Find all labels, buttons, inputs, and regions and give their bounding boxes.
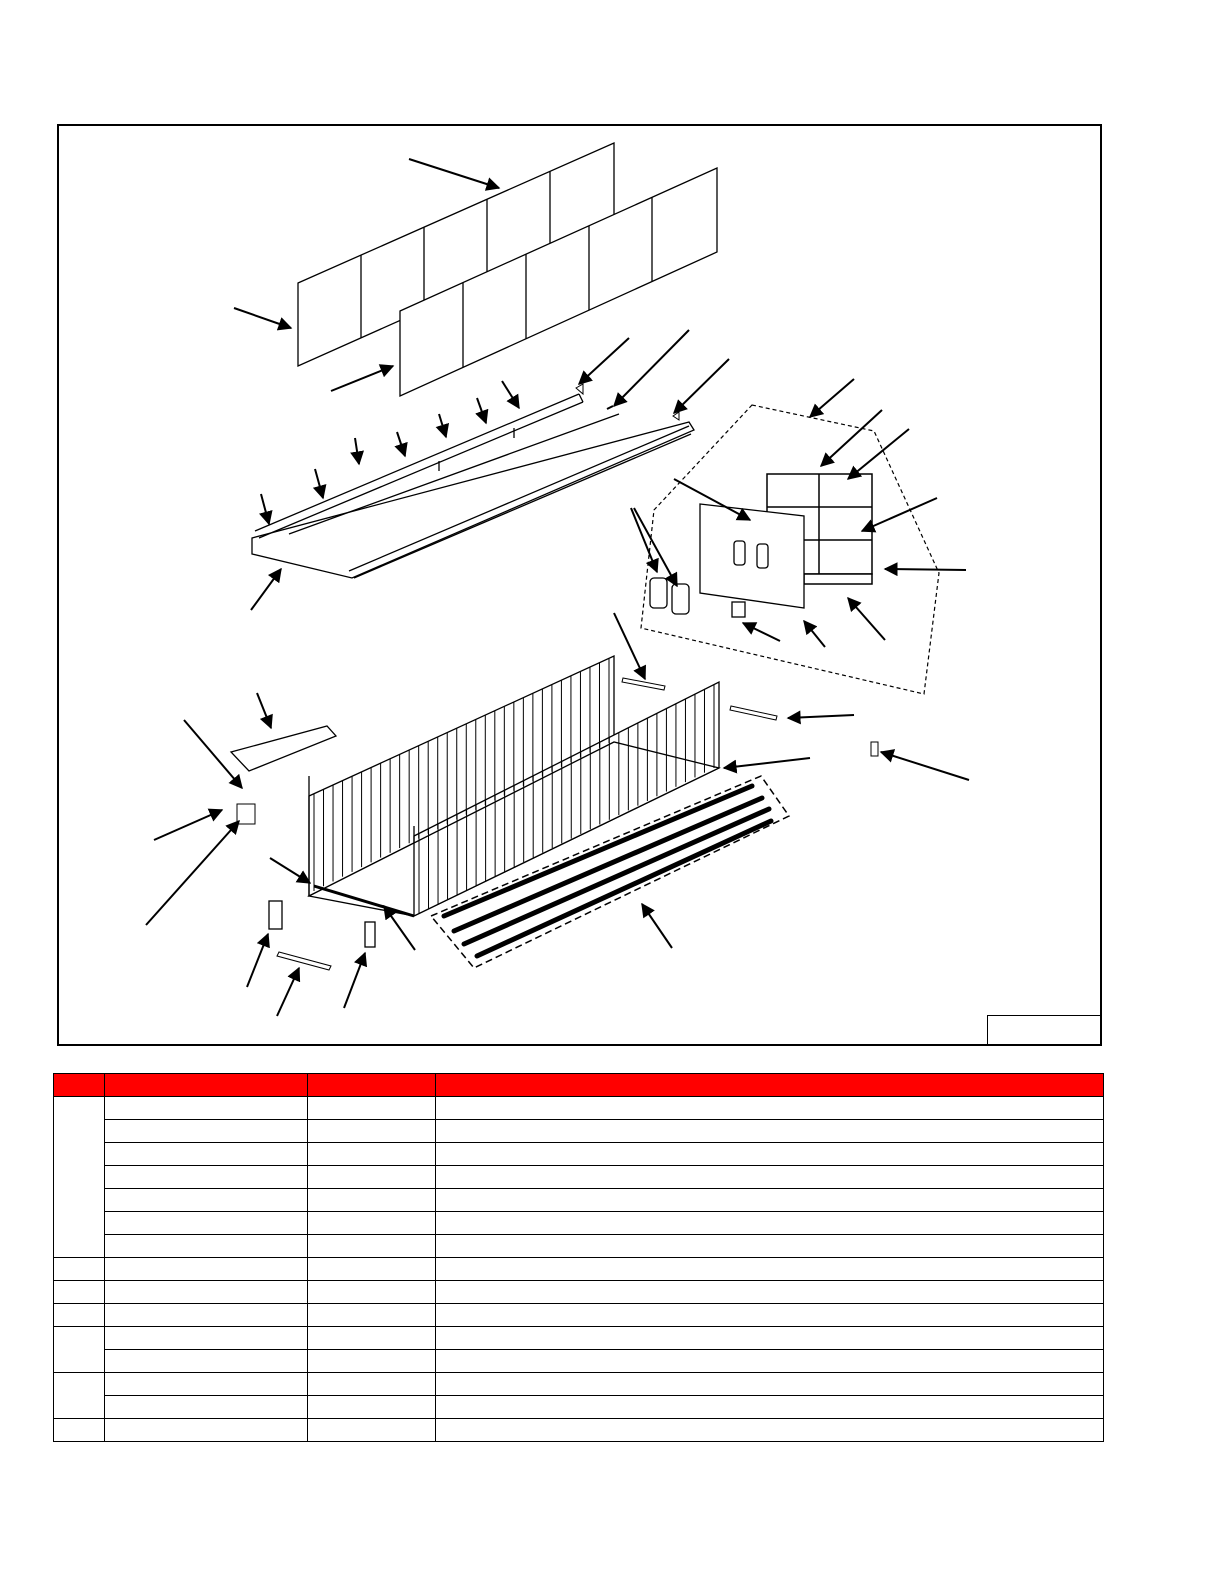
parts-table-row	[54, 1373, 1104, 1396]
parts-table-row	[54, 1189, 1104, 1212]
parts-table-body	[54, 1097, 1104, 1442]
end-bracket-right	[365, 922, 375, 947]
top-cap	[231, 726, 336, 771]
parts-table-row	[54, 1235, 1104, 1258]
parts-table-row	[54, 1258, 1104, 1281]
exploded-parts-diagram	[59, 126, 1100, 1044]
description-cell	[436, 1419, 1104, 1442]
description-cell	[436, 1212, 1104, 1235]
parts-list-table	[53, 1073, 1104, 1442]
part-number-cell	[105, 1396, 308, 1419]
part-number-cell	[105, 1327, 308, 1350]
part-number-cell	[105, 1258, 308, 1281]
small-label-plate	[237, 804, 255, 824]
base-strip	[277, 952, 331, 970]
parts-table-row	[54, 1120, 1104, 1143]
quantity-cell	[308, 1235, 436, 1258]
header-quantity	[308, 1074, 436, 1097]
quantity-cell	[308, 1143, 436, 1166]
parts-table-row	[54, 1419, 1104, 1442]
part-number-cell	[105, 1097, 308, 1120]
small-hook	[871, 742, 878, 756]
header-part-number	[105, 1074, 308, 1097]
part-number-cell	[105, 1120, 308, 1143]
quantity-cell	[308, 1396, 436, 1419]
quantity-cell	[308, 1166, 436, 1189]
parts-table-row	[54, 1327, 1104, 1350]
description-cell	[436, 1097, 1104, 1120]
small-clip-1	[576, 384, 583, 394]
part-number-cell	[105, 1373, 308, 1396]
header-description	[436, 1074, 1104, 1097]
quantity-cell	[308, 1327, 436, 1350]
quantity-cell	[308, 1304, 436, 1327]
right-strip-lower	[730, 706, 777, 720]
description-cell	[436, 1350, 1104, 1373]
parts-table-row	[54, 1143, 1104, 1166]
parts-table-row	[54, 1281, 1104, 1304]
part-number-cell	[105, 1304, 308, 1327]
side-brackets	[650, 578, 689, 614]
header-item	[54, 1074, 105, 1097]
parts-table-header	[54, 1074, 1104, 1097]
quantity-cell	[308, 1419, 436, 1442]
small-clip-2	[673, 412, 679, 420]
right-strip-upper	[622, 678, 665, 690]
quantity-cell	[308, 1373, 436, 1396]
item-cell	[54, 1373, 105, 1419]
parts-table-row	[54, 1304, 1104, 1327]
parts-table-row	[54, 1350, 1104, 1373]
shelf-tray	[252, 394, 694, 578]
description-cell	[436, 1281, 1104, 1304]
item-cell	[54, 1097, 105, 1258]
exploded-view-frame	[57, 124, 1102, 1046]
header-sign-panel	[700, 504, 804, 617]
part-number-cell	[105, 1143, 308, 1166]
description-cell	[436, 1143, 1104, 1166]
part-number-cell	[105, 1350, 308, 1373]
description-cell	[436, 1327, 1104, 1350]
part-number-cell	[105, 1281, 308, 1304]
item-cell	[54, 1327, 105, 1373]
item-cell	[54, 1281, 105, 1304]
parts-table-row	[54, 1212, 1104, 1235]
part-number-cell	[105, 1235, 308, 1258]
description-cell	[436, 1304, 1104, 1327]
part-number-cell	[105, 1166, 308, 1189]
description-cell	[436, 1166, 1104, 1189]
item-cell	[54, 1419, 105, 1442]
description-cell	[436, 1235, 1104, 1258]
description-cell	[436, 1258, 1104, 1281]
drawing-title-block	[987, 1015, 1100, 1044]
parts-table-row	[54, 1166, 1104, 1189]
part-number-cell	[105, 1189, 308, 1212]
description-cell	[436, 1189, 1104, 1212]
quantity-cell	[308, 1350, 436, 1373]
description-cell	[436, 1373, 1104, 1396]
item-cell	[54, 1258, 105, 1281]
quantity-cell	[308, 1281, 436, 1304]
end-bracket-left	[269, 901, 282, 929]
quantity-cell	[308, 1189, 436, 1212]
quantity-cell	[308, 1120, 436, 1143]
quantity-cell	[308, 1212, 436, 1235]
quantity-cell	[308, 1097, 436, 1120]
part-number-cell	[105, 1212, 308, 1235]
description-cell	[436, 1120, 1104, 1143]
description-cell	[436, 1396, 1104, 1419]
parts-table-row	[54, 1097, 1104, 1120]
parts-table-row	[54, 1396, 1104, 1419]
item-cell	[54, 1304, 105, 1327]
quantity-cell	[308, 1258, 436, 1281]
small-pin	[607, 406, 613, 409]
part-number-cell	[105, 1419, 308, 1442]
